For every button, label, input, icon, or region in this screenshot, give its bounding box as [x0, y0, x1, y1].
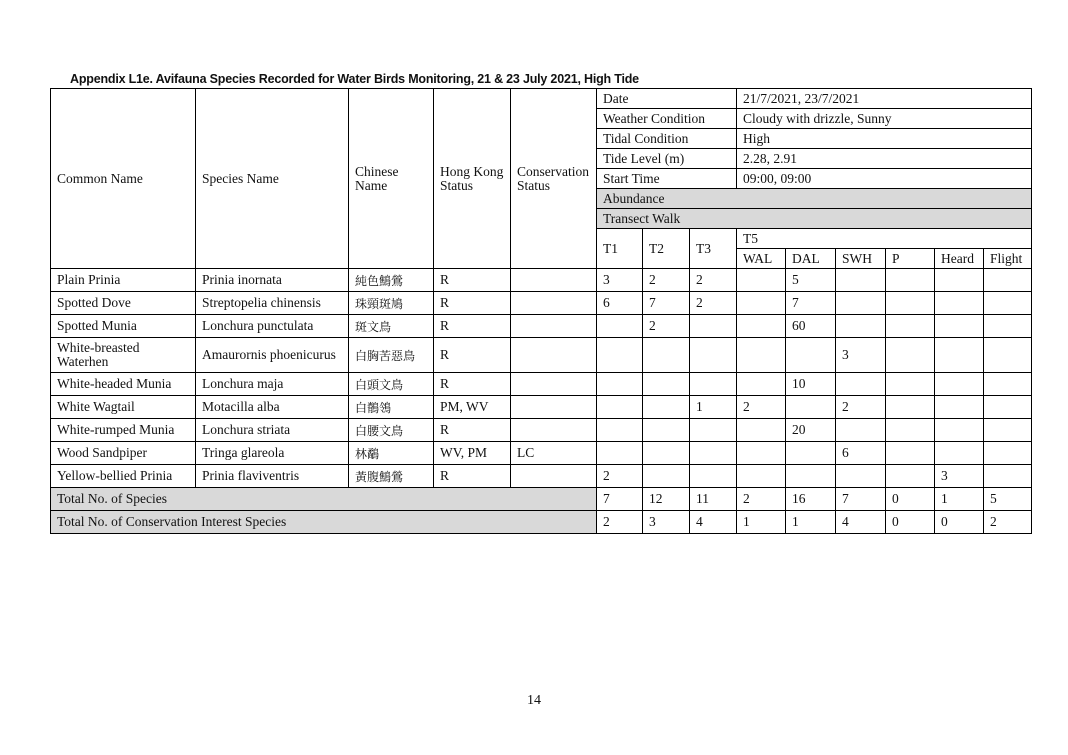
total-t3: 11	[690, 488, 737, 511]
total-swh: 7	[836, 488, 886, 511]
common-name: Spotted Dove	[51, 292, 196, 315]
table-row	[51, 396, 1032, 419]
cell-flight	[984, 465, 1032, 488]
cell-t2: 7	[643, 292, 690, 315]
common-name: Yellow-bellied Prinia	[51, 465, 196, 488]
chinese-name: 白頭文鳥	[349, 373, 434, 396]
hk-status: PM, WV	[434, 396, 511, 419]
cell-p	[886, 396, 935, 419]
hk-status: R	[434, 292, 511, 315]
start-time-value: 09:00, 09:00	[737, 169, 1032, 189]
cell-t3	[690, 442, 737, 465]
total-dal: 16	[786, 488, 836, 511]
header-chinese-name: Chinese Name	[349, 89, 434, 269]
cell-t1	[597, 315, 643, 338]
cell-dal	[786, 396, 836, 419]
cell-flight	[984, 373, 1032, 396]
conservation-status	[511, 465, 597, 488]
cell-t3	[690, 373, 737, 396]
total-heard: 1	[935, 488, 984, 511]
species-name: Prinia flaviventris	[196, 465, 349, 488]
cell-p	[886, 465, 935, 488]
weather-label: Weather Condition	[597, 109, 737, 129]
cell-swh	[836, 315, 886, 338]
table-row	[51, 338, 1032, 373]
cell-t3	[690, 315, 737, 338]
table-row	[51, 315, 1032, 338]
cell-swh	[836, 373, 886, 396]
header-common-name: Common Name	[51, 89, 196, 269]
chinese-name: 林鷸	[349, 442, 434, 465]
conservation-status	[511, 373, 597, 396]
cons-swh: 4	[836, 511, 886, 534]
cell-swh	[836, 465, 886, 488]
cell-flight	[984, 419, 1032, 442]
conservation-status	[511, 269, 597, 292]
cell-heard	[935, 396, 984, 419]
table-row	[51, 419, 1032, 442]
cell-p	[886, 315, 935, 338]
cell-wal	[737, 315, 786, 338]
col-t2: T2	[643, 229, 690, 269]
cell-t1: 2	[597, 465, 643, 488]
cons-t2: 3	[643, 511, 690, 534]
cell-t1	[597, 396, 643, 419]
col-flight: Flight	[984, 249, 1032, 269]
cell-dal: 60	[786, 315, 836, 338]
cell-t1	[597, 442, 643, 465]
cell-swh	[836, 269, 886, 292]
date-label: Date	[597, 89, 737, 109]
cell-t2	[643, 338, 690, 373]
cell-p	[886, 338, 935, 373]
header-species-name: Species Name	[196, 89, 349, 269]
header-hk-status: Hong Kong Status	[434, 89, 511, 269]
cons-heard: 0	[935, 511, 984, 534]
cell-heard	[935, 373, 984, 396]
total-flight: 5	[984, 488, 1032, 511]
cell-wal	[737, 465, 786, 488]
cell-t1: 6	[597, 292, 643, 315]
hk-status: R	[434, 465, 511, 488]
table-row	[51, 292, 1032, 315]
col-p: P	[886, 249, 935, 269]
cons-t1: 2	[597, 511, 643, 534]
cell-t3	[690, 338, 737, 373]
col-t3: T3	[690, 229, 737, 269]
tidal-condition-value: High	[737, 129, 1032, 149]
species-name: Lonchura punctulata	[196, 315, 349, 338]
common-name: White-breasted Waterhen	[51, 338, 196, 373]
cell-t3: 2	[690, 269, 737, 292]
species-name: Tringa glareola	[196, 442, 349, 465]
cell-wal	[737, 419, 786, 442]
header-conservation-status: Conservation Status	[511, 89, 597, 269]
hk-status: R	[434, 373, 511, 396]
cell-t2: 2	[643, 269, 690, 292]
total-species-label: Total No. of Species	[51, 488, 597, 511]
cell-flight	[984, 442, 1032, 465]
cell-heard	[935, 292, 984, 315]
cell-flight	[984, 396, 1032, 419]
cell-t2: 2	[643, 315, 690, 338]
table-row	[51, 269, 1032, 292]
hk-status: R	[434, 419, 511, 442]
start-time-label: Start Time	[597, 169, 737, 189]
cell-t3	[690, 419, 737, 442]
chinese-name: 白腰文鳥	[349, 419, 434, 442]
cell-heard: 3	[935, 465, 984, 488]
common-name: White Wagtail	[51, 396, 196, 419]
hk-status: WV, PM	[434, 442, 511, 465]
chinese-name: 白鶺鴒	[349, 396, 434, 419]
conservation-status	[511, 292, 597, 315]
cell-t3: 1	[690, 396, 737, 419]
cell-wal	[737, 373, 786, 396]
cell-wal	[737, 338, 786, 373]
table-row	[51, 373, 1032, 396]
cons-t3: 4	[690, 511, 737, 534]
cons-flight: 2	[984, 511, 1032, 534]
chinese-name: 黃腹鷦鶯	[349, 465, 434, 488]
chinese-name: 珠頸斑鳩	[349, 292, 434, 315]
cell-dal: 5	[786, 269, 836, 292]
cell-swh: 2	[836, 396, 886, 419]
cell-t3	[690, 465, 737, 488]
cell-dal	[786, 442, 836, 465]
table-row	[51, 442, 1032, 465]
cell-swh: 6	[836, 442, 886, 465]
total-t1: 7	[597, 488, 643, 511]
total-conservation-label: Total No. of Conservation Interest Species	[51, 511, 597, 534]
chinese-name: 白胸苦惡鳥	[349, 338, 434, 373]
tide-level-value: 2.28, 2.91	[737, 149, 1032, 169]
col-swh: SWH	[836, 249, 886, 269]
cell-heard	[935, 315, 984, 338]
cell-p	[886, 292, 935, 315]
cell-t2	[643, 442, 690, 465]
cell-t3: 2	[690, 292, 737, 315]
species-name: Streptopelia chinensis	[196, 292, 349, 315]
cell-t2	[643, 419, 690, 442]
total-wal: 2	[737, 488, 786, 511]
cell-flight	[984, 315, 1032, 338]
cell-dal: 20	[786, 419, 836, 442]
tidal-condition-label: Tidal Condition	[597, 129, 737, 149]
col-t5: T5	[737, 229, 1032, 249]
conservation-status	[511, 419, 597, 442]
conservation-status	[511, 396, 597, 419]
cell-p	[886, 419, 935, 442]
cell-heard	[935, 269, 984, 292]
cell-flight	[984, 269, 1032, 292]
cell-swh: 3	[836, 338, 886, 373]
cell-dal: 10	[786, 373, 836, 396]
cell-t2	[643, 465, 690, 488]
cell-swh	[836, 292, 886, 315]
cell-dal	[786, 465, 836, 488]
cell-t1	[597, 338, 643, 373]
species-name: Amaurornis phoenicurus	[196, 338, 349, 373]
cell-p	[886, 269, 935, 292]
common-name: Plain Prinia	[51, 269, 196, 292]
cell-heard	[935, 338, 984, 373]
col-dal: DAL	[786, 249, 836, 269]
col-wal: WAL	[737, 249, 786, 269]
chinese-name: 斑文鳥	[349, 315, 434, 338]
col-t1: T1	[597, 229, 643, 269]
col-heard: Heard	[935, 249, 984, 269]
cell-t2	[643, 396, 690, 419]
date-value: 21/7/2021, 23/7/2021	[737, 89, 1032, 109]
species-name: Motacilla alba	[196, 396, 349, 419]
total-conservation-row	[51, 511, 1032, 534]
table-row	[51, 465, 1032, 488]
cell-flight	[984, 338, 1032, 373]
conservation-status: LC	[511, 442, 597, 465]
cons-p: 0	[886, 511, 935, 534]
cell-heard	[935, 419, 984, 442]
cell-p	[886, 373, 935, 396]
cell-t1	[597, 373, 643, 396]
cell-swh	[836, 419, 886, 442]
transect-walk-label: Transect Walk	[597, 209, 1032, 229]
cell-t2	[643, 373, 690, 396]
cons-wal: 1	[737, 511, 786, 534]
species-name: Lonchura maja	[196, 373, 349, 396]
cell-dal	[786, 338, 836, 373]
weather-value: Cloudy with drizzle, Sunny	[737, 109, 1032, 129]
cell-t1: 3	[597, 269, 643, 292]
common-name: Wood Sandpiper	[51, 442, 196, 465]
hk-status: R	[434, 338, 511, 373]
species-name: Prinia inornata	[196, 269, 349, 292]
chinese-name: 純色鷦鶯	[349, 269, 434, 292]
common-name: White-headed Munia	[51, 373, 196, 396]
cell-flight	[984, 292, 1032, 315]
common-name: White-rumped Munia	[51, 419, 196, 442]
cell-heard	[935, 442, 984, 465]
hk-status: R	[434, 269, 511, 292]
table-caption: Appendix L1e. Avifauna Species Recorded for Water Birds Monitoring, 21 & 23 July 2021, High Tide	[70, 72, 639, 86]
cell-wal	[737, 269, 786, 292]
conservation-status	[511, 315, 597, 338]
cell-wal	[737, 442, 786, 465]
total-p: 0	[886, 488, 935, 511]
hk-status: R	[434, 315, 511, 338]
conservation-status	[511, 338, 597, 373]
cons-dal: 1	[786, 511, 836, 534]
cell-t1	[597, 419, 643, 442]
cell-p	[886, 442, 935, 465]
total-t2: 12	[643, 488, 690, 511]
tide-level-label: Tide Level (m)	[597, 149, 737, 169]
avifauna-table	[50, 88, 1032, 534]
cell-dal: 7	[786, 292, 836, 315]
species-name: Lonchura striata	[196, 419, 349, 442]
cell-wal: 2	[737, 396, 786, 419]
common-name: Spotted Munia	[51, 315, 196, 338]
total-species-row	[51, 488, 1032, 511]
abundance-label: Abundance	[597, 189, 1032, 209]
page-number: 14	[527, 693, 541, 708]
cell-wal	[737, 292, 786, 315]
